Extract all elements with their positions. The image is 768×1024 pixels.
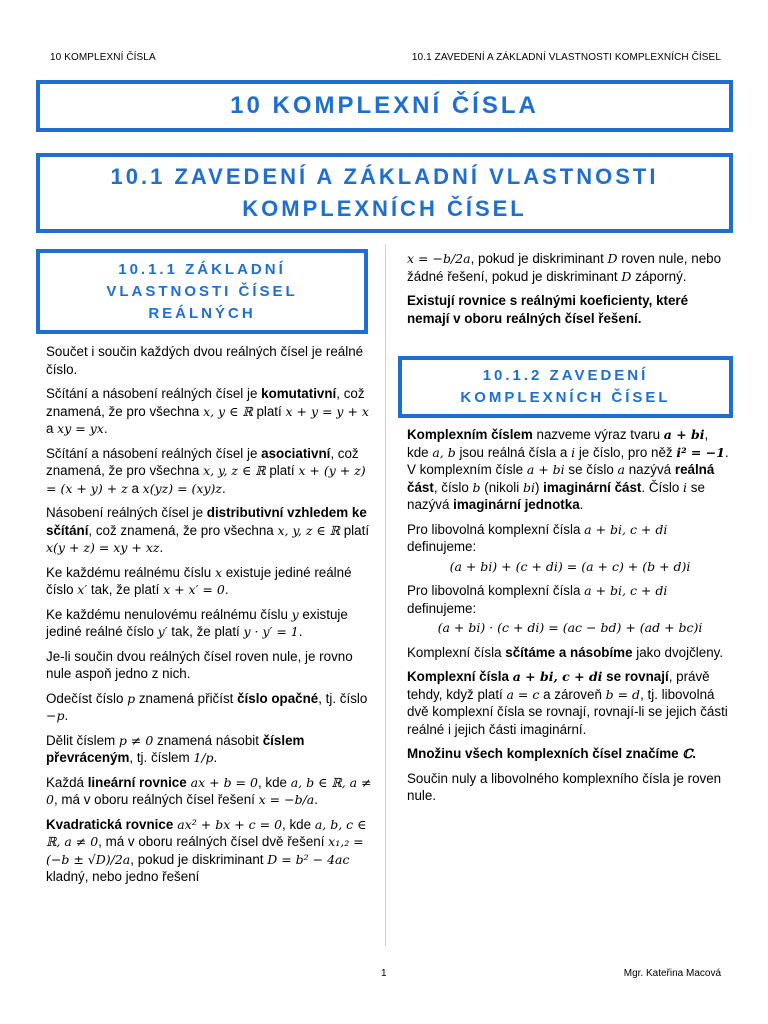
- paragraph-multiplication-definition: Pro libovolná komplexní čísla a + bi, c + di definujeme:: [407, 583, 668, 616]
- column-divider: [385, 244, 386, 946]
- author-footer: Mgr. Kateřina Macová: [623, 968, 721, 979]
- paragraph-equality: Komplexní čísla a + bi, c + di se rovnají, právě tehdy, když platí a = c a zároveň b = d, tj. libovolná dvě komplexní čísla se rovnají, rovnají-li se jejich části reálné i jejich části imaginární.: [407, 669, 728, 737]
- section-title-line2: KOMPLEXNÍCH ČÍSEL: [242, 196, 527, 221]
- chapter-title: 10 KOMPLEXNÍ ČÍSLA: [230, 92, 539, 119]
- subsection-2-title-line2: KOMPLEXNÍCH ČÍSEL: [460, 389, 671, 406]
- paragraph-division: Dělit číslem p ≠ 0 znamená násobit číslem převráceným, tj. číslem 1/p.: [46, 732, 305, 765]
- paragraph-no-real-solution: Existují rovnice s reálnými koeficienty, které nemají v oboru reálných čísel řešení.: [407, 293, 689, 326]
- running-header-right: 10.1 ZAVEDENÍ A ZÁKLADNÍ VLASTNOSTI KOMPLEXNÍCH ČÍSEL: [411, 52, 721, 63]
- paragraph-closure: Součet i součin každých dvou reálných čísel je reálné číslo.: [46, 344, 364, 377]
- subsection-1-title-box: [36, 249, 368, 334]
- subsection-1-title-line2: VLASTNOSTI ČÍSEL: [106, 283, 298, 300]
- subsection-1-title-line3: REÁLNÝCH: [148, 305, 256, 322]
- subsection-2-title-line1: 10.1.2 ZAVEDENÍ: [482, 367, 649, 384]
- paragraph-associative: Sčítání a násobení reálných čísel je asociativní, což znamená, že pro všechna x, y, z ∈ ℝ platí x + (y + z) = (x + y) + z a x(yz) = (xy)z.: [46, 445, 366, 496]
- section-title-box: [36, 153, 733, 233]
- running-header-left: 10 KOMPLEXNÍ ČÍSLA: [50, 52, 156, 63]
- section-title-line1: 10.1 ZAVEDENÍ A ZÁKLADNÍ VLASTNOSTI: [110, 164, 659, 189]
- subsection-2-title-box: [398, 356, 733, 418]
- paragraph-zero-product-complex: Součin nuly a libovolného komplexního čísla je roven nule.: [407, 770, 722, 803]
- paragraph-zero-product: Je-li součin dvou reálných čísel roven nule, je rovno nule aspoň jedno z nich.: [46, 648, 353, 681]
- paragraph-linear-equation: Každá lineární rovnice ax + b = 0, kde a, b ∈ ℝ, a ≠ 0, má v oboru reálných čísel řešení x = −b/a.: [46, 774, 372, 807]
- paragraph-addition-definition: Pro libovolná komplexní čísla a + bi, c + di definujeme:: [407, 521, 668, 554]
- right-column-bottom: [407, 426, 733, 812]
- paragraph-quadratic-equation: Kvadratická rovnice ax² + bx + c = 0, kde a, b, c ∈ ℝ, a ≠ 0, má v oboru reálných čísel dvě řešení x₁,₂ = (−b ± √D)/2a, pokud je diskriminant D = b² − 4ac kladný, nebo jedno řešení: [46, 816, 367, 884]
- right-column-top: [407, 250, 733, 334]
- equation-addition: (a + bi) + (c + di) = (a + c) + (b + d)i: [449, 558, 691, 574]
- paragraph-multiplicative-inverse: Ke každému nenulovému reálnému číslu y existuje jediné reálné číslo y′ tak, že platí y · y′ = 1.: [46, 606, 348, 639]
- subsection-1-title-line1: 10.1.1 ZÁKLADNÍ: [118, 261, 286, 278]
- paragraph-subtraction: Odečíst číslo p znamená přičíst číslo opačné, tj. číslo −p.: [46, 690, 368, 723]
- paragraph-commutative: Sčítání a násobení reálných čísel je komutativní, což znamená, že pro všechna x, y ∈ ℝ platí x + y = y + x a xy = yx.: [46, 386, 369, 436]
- paragraph-complex-set: Množinu všech komplexních čísel značíme ℂ.: [407, 746, 697, 761]
- page-number: 1: [381, 968, 387, 979]
- chapter-title-box: [36, 80, 733, 132]
- equation-multiplication: (a + bi) · (c + di) = (ac − bd) + (ad + bc)i: [437, 620, 703, 635]
- paragraph-complex-definition: Komplexním číslem nazveme výraz tvaru a + bi, kde a, b jsou reálná čísla a i je číslo, pro něž i² = −1. V komplexním čísle a + bi se číslo a nazývá reálná část, číslo b (nikoli bi) imaginární část. Číslo i se nazývá imaginární jednotka.: [407, 427, 729, 512]
- paragraph-quadratic-continued: x = −b/2a, pokud je diskriminant D roven nule, nebo žádné řešení, pokud je diskriminant D záporný.: [407, 251, 722, 284]
- paragraph-distributive: Násobení reálných čísel je distributivní vzhledem ke sčítání, což znamená, že pro všechna x, y, z ∈ ℝ platí x(y + z) = xy + xz.: [46, 505, 370, 555]
- left-column: [46, 343, 372, 893]
- paragraph-additive-inverse: Ke každému reálnému číslu x existuje jediné reálné číslo x′ tak, že platí x + x′ = 0.: [46, 564, 352, 597]
- paragraph-binomial-rule: Komplexní čísla sčítáme a násobíme jako dvojčleny.: [407, 644, 724, 660]
